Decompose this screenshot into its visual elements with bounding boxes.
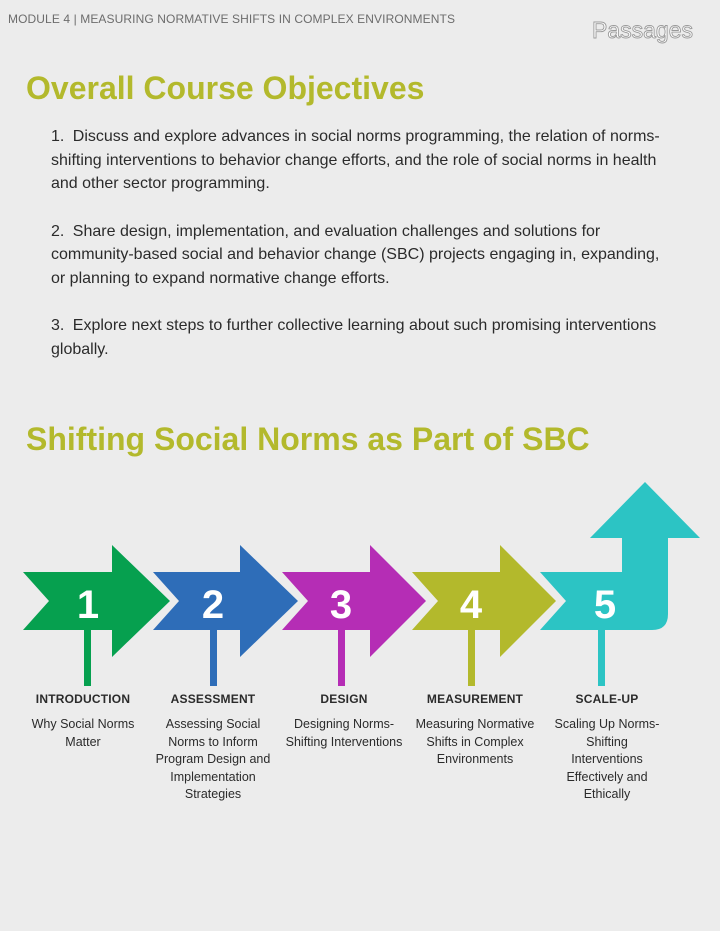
objectives-title: Overall Course Objectives xyxy=(26,70,425,106)
passages-logo xyxy=(590,14,706,48)
step-2-number: 2 xyxy=(201,583,225,627)
objective-item xyxy=(51,125,663,196)
step-3-label: DESIGN xyxy=(320,692,368,706)
module-header-label: MODULE 4 | MEASURING NORMATIVE SHIFTS IN COMPLEX ENVIRONMENTS xyxy=(8,12,456,26)
step-4-number: 4 xyxy=(459,583,483,627)
process-diagram xyxy=(0,470,720,700)
objective-text: Share design, implementation, and evaluation challenges and solutions for community-based social and behavior change (SBC) projects engaging in, expanding, or planning to expand normative change efforts. xyxy=(51,222,660,287)
logo-text: Passages xyxy=(592,17,694,43)
objective-text: Explore next steps to further collective learning about such promising interventions globally. xyxy=(51,317,657,358)
objectives-list xyxy=(51,125,663,385)
step-1-number: 1 xyxy=(76,583,100,627)
step-1-description: Why Social Norms Matter xyxy=(31,717,135,749)
objective-number: 3. xyxy=(51,317,65,334)
objective-item xyxy=(51,220,663,291)
step-4-description: Measuring Normative Shifts in Complex Environments xyxy=(415,717,535,767)
step-3-description: Designing Norms-Shifting Interventions xyxy=(285,717,403,749)
step-5-arrow-shape xyxy=(540,482,700,630)
step-3-arrow-shape xyxy=(282,545,426,657)
objective-number: 1. xyxy=(51,128,65,145)
objective-text: Discuss and explore advances in social norms programming, the relation of norms-shifting interventions to behavior change efforts, and the role of social norms in health and other sector programming. xyxy=(51,128,660,192)
step-2-label: ASSESSMENT xyxy=(170,692,256,706)
step-2-description: Assessing Social Norms to Inform Program Design and Implementation Strategies xyxy=(155,717,271,802)
step-2-arrow-shape xyxy=(153,545,298,657)
step-4-label: MEASUREMENT xyxy=(426,692,524,706)
step-4-arrow-shape xyxy=(412,545,556,657)
step-3-number: 3 xyxy=(329,583,353,627)
step-5-number: 5 xyxy=(593,583,617,627)
step-1-label: INTRODUCTION xyxy=(35,692,131,706)
step-5-label: SCALE-UP xyxy=(575,692,639,706)
sbc-title: Shifting Social Norms as Part of SBC xyxy=(26,421,590,457)
step-5-description: Scaling Up Norms-Shifting Interventions Effectively and Ethically xyxy=(554,717,660,802)
objective-number: 2. xyxy=(51,222,65,240)
objective-item xyxy=(51,314,663,361)
